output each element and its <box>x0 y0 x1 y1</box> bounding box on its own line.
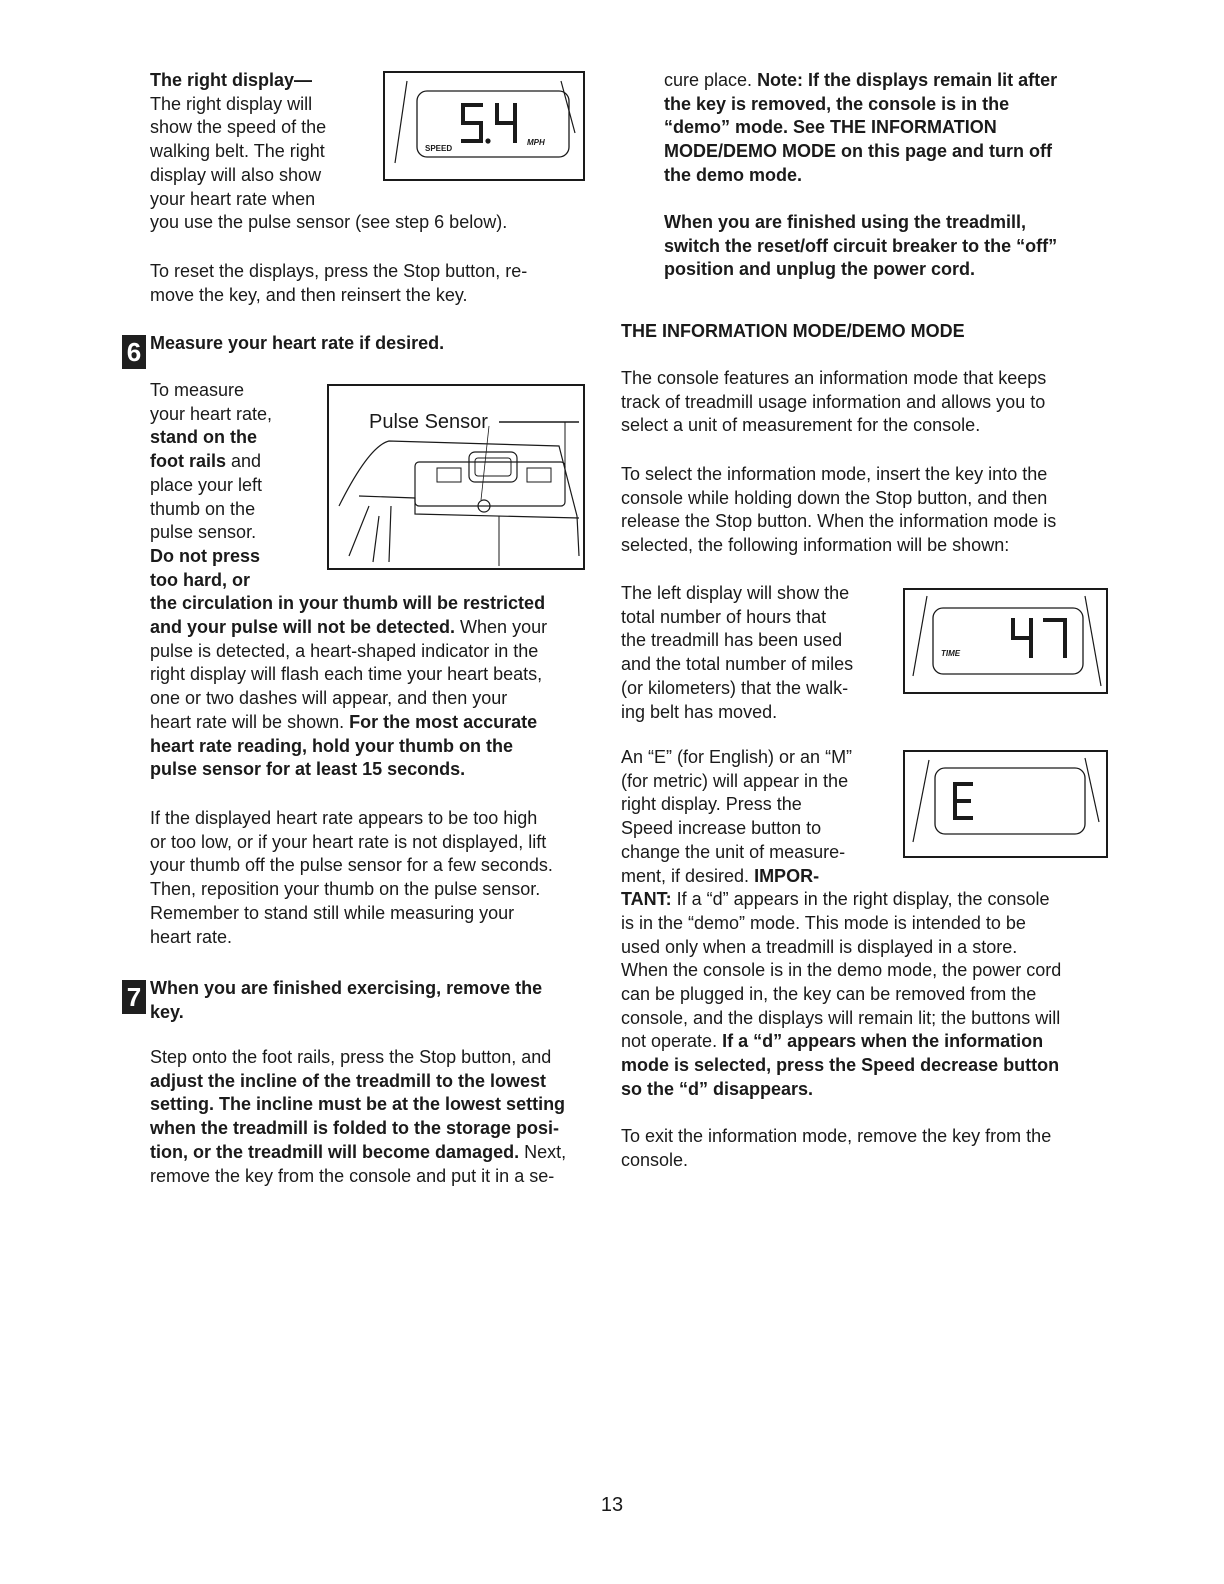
text-line: when the treadmill is folded to the storage posi- <box>150 1118 560 1139</box>
text-line <box>664 69 1057 93</box>
finished-using-warning <box>664 211 1057 282</box>
bold-span: foot rails <box>150 451 227 472</box>
text-line: too hard, or <box>150 569 250 590</box>
pulse-sensor-label: Pulse Sensor <box>369 411 488 433</box>
text-line: ing belt has moved. <box>621 701 778 722</box>
text-line: To exit the information mode, remove the key from the <box>621 1126 1052 1146</box>
right-display-heading: The right display— <box>150 70 313 90</box>
decimal-point <box>485 138 490 143</box>
text-line: display will also show <box>150 164 322 185</box>
text-line: your heart rate, <box>150 403 273 424</box>
text-span: heart rate will be shown. <box>150 711 350 732</box>
info-mode-select <box>621 463 1056 558</box>
text-line: one or two dashes will appear, and then your <box>150 688 508 709</box>
info-mode-heading: THE INFORMATION MODE/DEMO MODE <box>621 321 965 341</box>
unit-digit-e <box>953 782 973 820</box>
text-span: ment, if desired. <box>621 865 755 886</box>
text-line: the circulation in your thumb will be restricted <box>150 593 546 614</box>
step-6-title: Measure your heart rate if desired. <box>150 333 445 353</box>
left-display-paragraph <box>621 582 853 724</box>
text-line: console while holding down the Stop button, and then <box>621 487 1048 508</box>
text-line: track of treadmill usage information and allows you to <box>621 391 1046 412</box>
text-line: To measure <box>150 380 245 400</box>
text-line: An “E” (for English) or an “M” <box>621 747 853 767</box>
reset-paragraph <box>150 260 527 307</box>
text-span: Next, <box>519 1141 567 1162</box>
text-span: not operate. <box>621 1031 723 1052</box>
text-line: show the speed of the <box>150 117 327 138</box>
text-line: Speed increase button to <box>621 818 822 839</box>
text-line: mode is selected, press the Speed decrease button <box>621 1055 1060 1076</box>
text-line: selected, the following information will be shown: <box>621 535 1010 556</box>
bold-span: If a “d” appears when the information <box>722 1031 1044 1052</box>
page-number: 13 <box>600 1494 624 1516</box>
text-line: (for metric) will appear in the <box>621 770 849 791</box>
text-line <box>621 888 1061 912</box>
text-line: right display will flash each time your heart beats, <box>150 664 543 685</box>
text-line: Remember to stand still while measuring your <box>150 902 515 923</box>
text-line: key. <box>150 1001 184 1022</box>
time-label: TIME <box>941 649 961 658</box>
text-line: console. <box>621 1149 689 1170</box>
text-line <box>150 616 605 640</box>
step-7-number: 7 <box>122 980 146 1014</box>
text-line: and the total number of miles <box>621 654 854 675</box>
text-line: To select the information mode, insert the key into the <box>621 464 1048 484</box>
text-line <box>150 711 605 735</box>
time-digit-7 <box>1043 618 1067 658</box>
exit-info-paragraph <box>621 1125 1051 1172</box>
bold-span: and your pulse will not be detected. <box>150 617 456 638</box>
step-7-paragraph <box>150 1046 566 1188</box>
bold-span: IMPOR- <box>754 865 820 886</box>
text-line: setting. The incline must be at the lowest setting <box>150 1094 566 1115</box>
text-line: the demo mode. <box>664 164 803 185</box>
text-span: If a “d” appears in the right display, the console <box>671 889 1050 910</box>
text-line <box>621 865 1061 889</box>
text-line: select a unit of measurement for the console. <box>621 415 981 436</box>
bold-span: Note: If the displays remain lit after <box>757 70 1058 90</box>
text-line: adjust the incline of the treadmill to the lowest <box>150 1070 547 1091</box>
text-line: MODE/DEMO MODE on this page and turn off <box>664 141 1052 162</box>
text-line <box>150 1141 566 1165</box>
text-line: The right display will <box>150 93 313 114</box>
text-line: you use the pulse sensor (see step 6 below). <box>150 212 508 233</box>
text-line: When you are finished exercising, remove the <box>150 978 543 998</box>
speed-label: SPEED <box>425 144 453 153</box>
text-line: walking belt. The right <box>150 141 325 162</box>
text-line: the treadmill has been used <box>621 630 843 651</box>
text-line: (or kilometers) that the walk- <box>621 677 849 698</box>
text-line: used only when a treadmill is displayed in a store. <box>621 936 1018 957</box>
text-span: cure place. <box>664 70 758 90</box>
info-mode-intro <box>621 367 1046 438</box>
bold-span: tion, or the treadmill will become damaged. <box>150 1141 520 1162</box>
text-line: The console features an information mode that keeps <box>621 368 1047 388</box>
text-line: pulse sensor. <box>150 522 257 543</box>
text-line: heart rate. <box>150 926 233 947</box>
text-line: The left display will show the <box>621 583 850 603</box>
text-line: pulse sensor for at least 15 seconds. <box>150 759 466 780</box>
text-line: If the displayed heart rate appears to be too high <box>150 808 538 828</box>
bold-span: For the most accurate <box>349 711 538 732</box>
text-line: total number of hours that <box>621 606 827 627</box>
text-line: thumb on the <box>150 498 256 519</box>
text-line: stand on the <box>150 427 257 448</box>
text-line: remove the key from the console and put it in a se- <box>150 1165 555 1186</box>
text-line: move the key, and then reinsert the key. <box>150 284 468 305</box>
text-span: When your <box>455 617 548 638</box>
text-line: Step onto the foot rails, press the Stop button, and <box>150 1047 552 1067</box>
text-line: console, and the displays will remain lit; the buttons will <box>621 1007 1061 1028</box>
text-line: place your left <box>150 474 263 495</box>
text-line: To reset the displays, press the Stop button, re- <box>150 261 528 281</box>
step-7-title <box>150 977 542 1024</box>
mph-label: MPH <box>527 138 545 147</box>
time-display-illustration <box>905 590 1106 692</box>
text-line: is in the “demo” mode. This mode is intended to be <box>621 912 1026 933</box>
pulse-sensor-illustration <box>329 386 583 568</box>
pulse-sensor-figure <box>327 384 585 570</box>
text-line: Do not press <box>150 545 261 566</box>
text-line: so the “d” disappears. <box>621 1078 814 1099</box>
continued-note <box>664 69 1057 188</box>
text-line: the key is removed, the console is in the <box>664 93 1010 114</box>
text-line: can be plugged in, the key can be removed from the <box>621 984 1037 1005</box>
text-line: or too low, or if your heart rate is not displayed, lift <box>150 831 547 852</box>
text-line: release the Stop button. When the information mode is <box>621 511 1057 532</box>
step-6-number: 6 <box>122 335 146 369</box>
time-digit-4 <box>1011 618 1033 658</box>
text-line: position and unplug the power cord. <box>664 259 975 280</box>
text-line: Then, reposition your thumb on the pulse sensor. <box>150 879 541 900</box>
text-line: switch the reset/off circuit breaker to the “off” <box>664 235 1058 256</box>
unit-display-figure <box>903 750 1108 858</box>
text-line: your thumb off the pulse sensor for a few seconds. <box>150 855 553 876</box>
text-line: your heart rate when <box>150 188 316 209</box>
text-line: right display. Press the <box>621 794 802 815</box>
text-line: When you are finished using the treadmill, <box>664 212 1027 232</box>
text-line: change the unit of measure- <box>621 841 846 862</box>
text-span: and <box>226 451 262 472</box>
heart-rate-tip-paragraph <box>150 807 553 949</box>
unit-display-illustration <box>905 752 1106 856</box>
bold-span: TANT: <box>621 889 672 910</box>
speed-display-figure <box>383 71 585 181</box>
time-display-figure <box>903 588 1108 694</box>
text-line: When the console is in the demo mode, the power cord <box>621 960 1062 981</box>
text-line: pulse is detected, a heart-shaped indicator in the <box>150 640 539 661</box>
speed-digit-5 <box>461 103 483 143</box>
speed-display-illustration <box>385 73 583 179</box>
text-line <box>621 1030 1061 1054</box>
speed-digit-4 <box>495 103 517 143</box>
text-line: heart rate reading, hold your thumb on the <box>150 735 514 756</box>
text-line: “demo” mode. See THE INFORMATION <box>664 117 997 138</box>
